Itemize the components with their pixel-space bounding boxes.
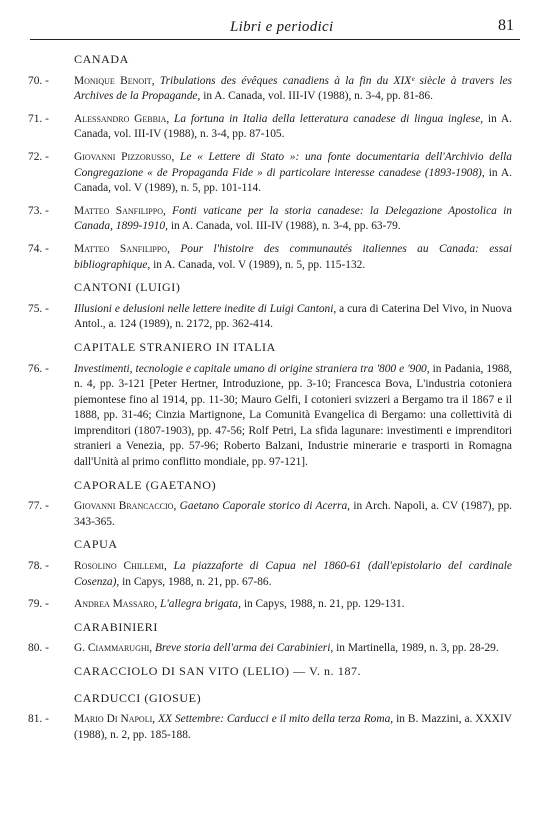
entry-title: Breve storia dell'arma dei Carabinieri, (155, 642, 334, 655)
entry-source: in A. Canada, vol. III-IV (1988), n. 3-4, pp. 87-105. (74, 112, 513, 141)
entry-source: in Padania, 1988, n. 4, pp. 3-121 [Peter Hertner, Introduzione, pp. 3-10; Francesca Bova, L'industria cotoniera piemontese fino al 1914, pp. 11-30; Mauro Gelfi, I cotonieri svizzeri a Bergamo tra il 1867 e il 1888, pp. 31-46; Cinzia Martignone, La Comunità Evangelica di Bergamo: una collettività di imprenditori (1807-1903), pp. 47-56; Rolf Petri, La sfida lagunare: investimenti e imprenditori stranieri a Venezia, pp. 57-96; Roberto Balzani, Industrie minerarie e trasporti in Romagna dall'Unità al primo conflitto mondiale, pp. 97-121]. (74, 362, 513, 469)
bib-entry (28, 74, 512, 105)
entry-number: 81. - (28, 713, 49, 726)
entry-source: in B. Mazzini, a. XXXIV (1988), n. 2, pp. 185-188. (74, 713, 512, 741)
page-number: 81 (498, 17, 514, 34)
entry-title: Pour l'histoire des communautés italiennes au Canada: essai bibliographique, (74, 242, 512, 271)
entry-number: 76. - (28, 362, 49, 375)
entry-number: 80. - (28, 642, 49, 655)
entry-author: G. Ciammarughi, (74, 642, 153, 655)
entry-author: Giovanni Brancaccio, (74, 500, 177, 513)
entry-title: Investimenti, tecnologie e capitale umano di origine straniera tra '800 e '900, (74, 362, 430, 375)
bib-entry (28, 641, 512, 657)
running-header (30, 10, 520, 40)
entry-number: 77. - (28, 500, 49, 513)
entry-title: Tribulations des évêques canadiens à la fin du XIXᵉ siècle à travers les Archives de la Propagande, (74, 74, 512, 103)
bib-entry (28, 712, 512, 743)
running-title: Libri e periodici (230, 19, 334, 35)
entry-author: Matteo Sanfilippo, (74, 204, 166, 217)
bib-entry (28, 242, 512, 273)
header-rule (30, 39, 520, 40)
section-heading: CANADA (74, 52, 129, 66)
entry-number: 73. - (28, 204, 49, 217)
entry-author: Alessandro Gebbia, (74, 112, 170, 125)
section-heading: CANTONI (LUIGI) (74, 280, 181, 295)
entry-author: Rosolino Chillemi, (74, 560, 167, 573)
entry-number: 71. - (28, 112, 49, 125)
entry-title: Gaetano Caporale storico di Acerra, (179, 500, 351, 513)
bib-entry (28, 597, 512, 613)
entry-source: in Martinella, 1989, n. 3, pp. 28-29. (336, 642, 499, 655)
bib-entry (28, 112, 512, 143)
section-heading: CAPITALE STRANIERO IN ITALIA (74, 339, 276, 354)
entry-title: XX Settembre: Carducci e il mito della terza Roma, (158, 713, 394, 726)
section-heading: CARDUCCI (GIOSUE) (74, 690, 202, 705)
entry-title: L'allegra brigata, (160, 598, 241, 611)
section-heading: CARABINIERI (74, 619, 158, 634)
entry-author: Giovanni Pizzorusso, (74, 150, 175, 163)
entry-source: a cura di Caterina Del Vivo, in Nuova Antol., a. 124 (1989), n. 2172, pp. 362-414. (74, 302, 512, 331)
entry-title: Illusioni e delusioni nelle lettere inedite di Luigi Cantoni, (74, 302, 337, 315)
entry-source: in A. Canada, vol. III-IV (1988), n. 3-4, pp. 81-86. (203, 90, 433, 103)
entry-author: Andrea Massaro, (74, 598, 158, 611)
entry-source: in Capys, 1988, n. 21, pp. 67-86. (122, 575, 272, 588)
entry-number: 74. - (28, 242, 49, 255)
bib-entry (28, 204, 512, 235)
entry-author: Matteo Sanfilippo, (74, 242, 170, 255)
entry-author: Mario Di Napoli, (74, 713, 156, 726)
bib-entry (28, 362, 512, 471)
entry-source: in A. Canada, vol. V (1989), n. 5, pp. 101-114. (74, 166, 512, 195)
entry-number: 75. - (28, 302, 49, 315)
entry-number: 72. - (28, 150, 49, 163)
entry-title: La fortuna in Italia della letteratura canadese di lingua inglese, (174, 112, 484, 125)
entry-author: Monique Benoit, (74, 74, 155, 87)
bib-entry (28, 150, 512, 197)
entry-source: in Capys, 1988, n. 21, pp. 129-131. (243, 598, 405, 611)
bib-entry (28, 499, 512, 530)
section-heading: CAPUA (74, 537, 118, 552)
entry-title: Le « Lettere di Stato »: una fonte documentaria dell'Archivio della Congregazione « de Propaganda Fide » di particolare interesse canadese (1893-1908), (74, 150, 512, 179)
bibliography (28, 52, 512, 750)
entry-source: in A. Canada, vol. V (1989), n. 5, pp. 115-132. (153, 258, 366, 271)
section-heading: CAPORALE (GAETANO) (74, 477, 217, 492)
entry-number: 78. - (28, 560, 49, 573)
entry-title: La piazzaforte di Capua nel 1860-61 (dall'epistolario del cardinale Cosenza), (74, 560, 512, 588)
entry-source: in Arch. Napoli, a. CV (1987), pp. 343-365. (74, 500, 513, 528)
section-heading-crossref: CARACCIOLO DI SAN VITO (LELIO) — V. n. 187. (74, 664, 362, 678)
entry-source: in A. Canada, vol. III-IV (1988), n. 3-4, pp. 63-79. (170, 220, 401, 233)
bib-entry (28, 302, 512, 333)
entry-number: 70. - (28, 74, 49, 87)
entry-title: Fonti vaticane per la storia canadese: la Delegazione Apostolica in Canada, 1899-1910, (74, 204, 512, 233)
bib-entry (28, 559, 512, 590)
entry-number: 79. - (28, 598, 49, 611)
